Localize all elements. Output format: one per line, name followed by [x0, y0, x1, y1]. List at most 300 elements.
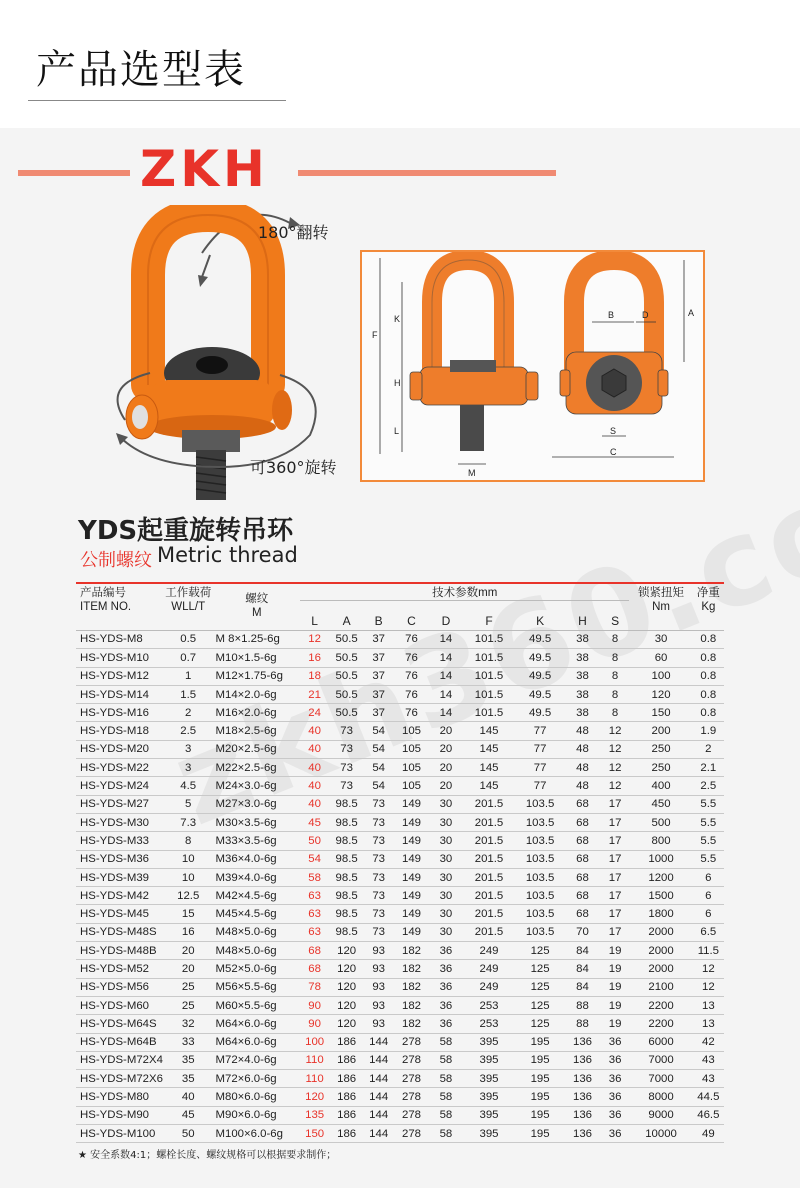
cell-wll: 3 — [163, 759, 214, 777]
cell-a: 50.5 — [329, 667, 364, 685]
cell-weight: 2 — [693, 740, 724, 758]
cell-s: 8 — [601, 667, 630, 685]
cell-h: 38 — [564, 631, 601, 649]
cell-weight: 12 — [693, 978, 724, 996]
cell-s: 12 — [601, 759, 630, 777]
cell-f: 249 — [462, 942, 516, 960]
cell-a: 73 — [329, 722, 364, 740]
subtitle-cn: 公制螺纹 — [80, 550, 152, 571]
cell-weight: 43 — [693, 1051, 724, 1069]
cell-c: 278 — [393, 1088, 430, 1106]
cell-torque: 7000 — [629, 1070, 692, 1088]
cell-c: 76 — [393, 649, 430, 667]
cell-b: 54 — [364, 777, 393, 795]
cell-d: 30 — [430, 813, 462, 831]
cell-k: 49.5 — [516, 631, 564, 649]
callout-flip: 180°翻转 — [258, 223, 329, 242]
cell-d: 14 — [430, 704, 462, 722]
cell-weight: 6.5 — [693, 923, 724, 941]
cell-item-no: HS-YDS-M36 — [76, 850, 163, 868]
cell-weight: 2.1 — [693, 759, 724, 777]
label-s: S — [610, 426, 617, 436]
cell-a: 50.5 — [329, 631, 364, 649]
table-row — [76, 1106, 724, 1124]
cell-item-no: HS-YDS-M72X4 — [76, 1051, 163, 1069]
cell-weight: 46.5 — [693, 1106, 724, 1124]
callout-rotate: 可360°旋转 — [250, 458, 337, 477]
cell-f: 201.5 — [462, 905, 516, 923]
cell-b: 73 — [364, 832, 393, 850]
cell-l: 40 — [300, 722, 329, 740]
cell-s: 17 — [601, 868, 630, 886]
cell-d: 30 — [430, 832, 462, 850]
cell-weight: 0.8 — [693, 704, 724, 722]
cell-s: 8 — [601, 649, 630, 667]
cell-weight: 42 — [693, 1033, 724, 1051]
cell-b: 144 — [364, 1033, 393, 1051]
table-row — [76, 978, 724, 996]
cell-b: 54 — [364, 759, 393, 777]
cell-l: 45 — [300, 813, 329, 831]
cell-b: 93 — [364, 978, 393, 996]
table-row — [76, 1033, 724, 1051]
cell-weight: 0.8 — [693, 649, 724, 667]
cell-item-no: HS-YDS-M42 — [76, 887, 163, 905]
cell-d: 36 — [430, 1015, 462, 1033]
cell-b: 93 — [364, 942, 393, 960]
cell-d: 58 — [430, 1106, 462, 1124]
cell-l: 63 — [300, 905, 329, 923]
cell-weight: 6 — [693, 905, 724, 923]
front-view — [410, 260, 538, 451]
table-row — [76, 740, 724, 758]
cell-k: 103.5 — [516, 868, 564, 886]
cell-wll: 2 — [163, 704, 214, 722]
cell-weight: 44.5 — [693, 1088, 724, 1106]
cell-item-no: HS-YDS-M30 — [76, 813, 163, 831]
cell-torque: 250 — [629, 759, 692, 777]
cell-f: 145 — [462, 722, 516, 740]
cell-a: 98.5 — [329, 795, 364, 813]
cell-l: 68 — [300, 942, 329, 960]
cell-wll: 2.5 — [163, 722, 214, 740]
table-row — [76, 631, 724, 649]
cell-item-no: HS-YDS-M10 — [76, 649, 163, 667]
label-c: C — [610, 447, 617, 457]
cell-f: 201.5 — [462, 813, 516, 831]
cell-item-no: HS-YDS-M48B — [76, 942, 163, 960]
cell-f: 101.5 — [462, 685, 516, 703]
cell-weight: 12 — [693, 960, 724, 978]
header-dim-s: S — [601, 601, 630, 631]
subtitle-en: Metric thread — [157, 543, 298, 567]
cell-a: 120 — [329, 960, 364, 978]
cell-weight: 43 — [693, 1070, 724, 1088]
cell-l: 24 — [300, 704, 329, 722]
cell-a: 98.5 — [329, 850, 364, 868]
cell-wll: 40 — [163, 1088, 214, 1106]
cell-wll: 10 — [163, 868, 214, 886]
cell-item-no: HS-YDS-M80 — [76, 1088, 163, 1106]
cell-s: 8 — [601, 631, 630, 649]
cell-b: 144 — [364, 1088, 393, 1106]
cell-s: 19 — [601, 996, 630, 1014]
cell-f: 395 — [462, 1051, 516, 1069]
cell-a: 120 — [329, 942, 364, 960]
cell-torque: 450 — [629, 795, 692, 813]
cell-c: 105 — [393, 759, 430, 777]
cell-thread: M56×5.5-6g — [214, 978, 301, 996]
cell-item-no: HS-YDS-M56 — [76, 978, 163, 996]
cell-thread: M18×2.5-6g — [214, 722, 301, 740]
cell-item-no: HS-YDS-M18 — [76, 722, 163, 740]
cell-f: 101.5 — [462, 631, 516, 649]
cell-k: 195 — [516, 1088, 564, 1106]
cell-s: 36 — [601, 1033, 630, 1051]
cell-f: 201.5 — [462, 923, 516, 941]
cell-h: 136 — [564, 1106, 601, 1124]
cell-c: 105 — [393, 740, 430, 758]
cell-torque: 1200 — [629, 868, 692, 886]
cell-d: 14 — [430, 667, 462, 685]
cell-weight: 6 — [693, 887, 724, 905]
cell-c: 149 — [393, 850, 430, 868]
cell-a: 186 — [329, 1070, 364, 1088]
cell-d: 58 — [430, 1051, 462, 1069]
brand-line-right — [298, 170, 556, 176]
cell-d: 36 — [430, 996, 462, 1014]
cell-wll: 3 — [163, 740, 214, 758]
cell-b: 37 — [364, 667, 393, 685]
cell-c: 149 — [393, 868, 430, 886]
cell-a: 98.5 — [329, 832, 364, 850]
table-row — [76, 996, 724, 1014]
cell-c: 76 — [393, 667, 430, 685]
cell-a: 186 — [329, 1033, 364, 1051]
cell-thread: M72×6.0-6g — [214, 1070, 301, 1088]
cell-thread: M14×2.0-6g — [214, 685, 301, 703]
cell-s: 36 — [601, 1106, 630, 1124]
table-row — [76, 960, 724, 978]
table-row — [76, 777, 724, 795]
cell-l: 40 — [300, 777, 329, 795]
header-dim-b: B — [364, 601, 393, 631]
cell-l: 21 — [300, 685, 329, 703]
cell-l: 54 — [300, 850, 329, 868]
cell-wll: 50 — [163, 1125, 214, 1143]
cell-c: 278 — [393, 1106, 430, 1124]
header-dim-h: H — [564, 601, 601, 631]
cell-k: 125 — [516, 942, 564, 960]
cell-k: 195 — [516, 1070, 564, 1088]
cell-wll: 33 — [163, 1033, 214, 1051]
cell-thread: M64×6.0-6g — [214, 1033, 301, 1051]
cell-s: 17 — [601, 887, 630, 905]
cell-a: 120 — [329, 1015, 364, 1033]
cell-item-no: HS-YDS-M72X6 — [76, 1070, 163, 1088]
cell-b: 54 — [364, 722, 393, 740]
cell-weight: 5.5 — [693, 832, 724, 850]
table-row — [76, 887, 724, 905]
cell-b: 73 — [364, 868, 393, 886]
cell-torque: 8000 — [629, 1088, 692, 1106]
cell-c: 149 — [393, 795, 430, 813]
cell-h: 84 — [564, 960, 601, 978]
cell-f: 395 — [462, 1033, 516, 1051]
cell-s: 19 — [601, 1015, 630, 1033]
cell-l: 100 — [300, 1033, 329, 1051]
cell-k: 125 — [516, 996, 564, 1014]
cell-f: 253 — [462, 1015, 516, 1033]
cell-wll: 45 — [163, 1106, 214, 1124]
cell-h: 38 — [564, 667, 601, 685]
cell-d: 58 — [430, 1070, 462, 1088]
cell-h: 68 — [564, 832, 601, 850]
cell-h: 68 — [564, 868, 601, 886]
cell-k: 49.5 — [516, 649, 564, 667]
cell-a: 50.5 — [329, 704, 364, 722]
cell-l: 90 — [300, 1015, 329, 1033]
cell-weight: 13 — [693, 1015, 724, 1033]
cell-c: 105 — [393, 722, 430, 740]
cell-torque: 2200 — [629, 996, 692, 1014]
cell-weight: 13 — [693, 996, 724, 1014]
cell-f: 101.5 — [462, 649, 516, 667]
cell-l: 16 — [300, 649, 329, 667]
cell-f: 395 — [462, 1070, 516, 1088]
cell-s: 19 — [601, 978, 630, 996]
cell-item-no: HS-YDS-M39 — [76, 868, 163, 886]
side-pin-right — [272, 390, 292, 430]
cell-d: 30 — [430, 887, 462, 905]
cell-b: 144 — [364, 1106, 393, 1124]
cell-a: 50.5 — [329, 685, 364, 703]
title-rule — [28, 100, 286, 101]
cell-a: 73 — [329, 759, 364, 777]
product-name: YDS起重旋转吊环 — [78, 516, 294, 546]
header-dim-a: A — [329, 601, 364, 631]
cell-d: 30 — [430, 850, 462, 868]
cell-d: 14 — [430, 649, 462, 667]
cell-thread: M20×2.5-6g — [214, 740, 301, 758]
cell-item-no: HS-YDS-M22 — [76, 759, 163, 777]
table-row — [76, 1051, 724, 1069]
cell-c: 149 — [393, 887, 430, 905]
cell-thread: M16×2.0-6g — [214, 704, 301, 722]
cell-a: 186 — [329, 1051, 364, 1069]
cell-wll: 1.5 — [163, 685, 214, 703]
cell-d: 20 — [430, 777, 462, 795]
cell-c: 278 — [393, 1125, 430, 1143]
cell-l: 18 — [300, 667, 329, 685]
cell-c: 278 — [393, 1051, 430, 1069]
cell-wll: 10 — [163, 850, 214, 868]
cell-item-no: HS-YDS-M8 — [76, 631, 163, 649]
table-row — [76, 704, 724, 722]
header-wll: 工作载荷 WLL/T — [165, 587, 212, 613]
header-dim-k: K — [516, 601, 564, 631]
cell-k: 77 — [516, 722, 564, 740]
cell-l: 90 — [300, 996, 329, 1014]
cell-item-no: HS-YDS-M12 — [76, 667, 163, 685]
cell-l: 12 — [300, 631, 329, 649]
cell-wll: 5 — [163, 795, 214, 813]
cell-item-no: HS-YDS-M14 — [76, 685, 163, 703]
cell-item-no: HS-YDS-M48S — [76, 923, 163, 941]
cell-b: 93 — [364, 960, 393, 978]
cell-c: 278 — [393, 1070, 430, 1088]
cell-a: 50.5 — [329, 649, 364, 667]
cell-l: 120 — [300, 1088, 329, 1106]
label-d: D — [642, 310, 649, 320]
table-row — [76, 1088, 724, 1106]
cell-f: 249 — [462, 978, 516, 996]
cell-s: 36 — [601, 1070, 630, 1088]
cell-weight: 5.5 — [693, 813, 724, 831]
cell-item-no: HS-YDS-M60 — [76, 996, 163, 1014]
cell-d: 30 — [430, 905, 462, 923]
cell-torque: 2000 — [629, 923, 692, 941]
cell-b: 73 — [364, 850, 393, 868]
cell-b: 37 — [364, 685, 393, 703]
cell-b: 37 — [364, 631, 393, 649]
table-row — [76, 850, 724, 868]
cell-h: 68 — [564, 887, 601, 905]
cell-l: 40 — [300, 795, 329, 813]
cell-d: 30 — [430, 923, 462, 941]
table-row — [76, 649, 724, 667]
cell-item-no: HS-YDS-M45 — [76, 905, 163, 923]
cell-thread: M39×4.0-6g — [214, 868, 301, 886]
cell-f: 101.5 — [462, 704, 516, 722]
cell-item-no: HS-YDS-M33 — [76, 832, 163, 850]
cell-a: 186 — [329, 1106, 364, 1124]
cell-wll: 35 — [163, 1070, 214, 1088]
cell-h: 136 — [564, 1051, 601, 1069]
cell-b: 73 — [364, 923, 393, 941]
cell-l: 135 — [300, 1106, 329, 1124]
cell-torque: 2200 — [629, 1015, 692, 1033]
cell-f: 201.5 — [462, 832, 516, 850]
cell-h: 48 — [564, 722, 601, 740]
table-row — [76, 1015, 724, 1033]
cell-d: 58 — [430, 1088, 462, 1106]
cell-item-no: HS-YDS-M27 — [76, 795, 163, 813]
cell-a: 98.5 — [329, 923, 364, 941]
cell-h: 68 — [564, 905, 601, 923]
cell-k: 195 — [516, 1051, 564, 1069]
cell-d: 58 — [430, 1033, 462, 1051]
cell-d: 20 — [430, 759, 462, 777]
cell-c: 149 — [393, 923, 430, 941]
cell-k: 103.5 — [516, 795, 564, 813]
cell-k: 49.5 — [516, 667, 564, 685]
cell-s: 36 — [601, 1051, 630, 1069]
cell-c: 278 — [393, 1033, 430, 1051]
cell-weight: 0.8 — [693, 667, 724, 685]
cell-k: 125 — [516, 1015, 564, 1033]
cell-c: 76 — [393, 685, 430, 703]
cell-c: 182 — [393, 942, 430, 960]
cell-f: 201.5 — [462, 887, 516, 905]
cell-k: 195 — [516, 1125, 564, 1143]
cell-wll: 32 — [163, 1015, 214, 1033]
cell-thread: M33×3.5-6g — [214, 832, 301, 850]
cell-wll: 12.5 — [163, 887, 214, 905]
cell-b: 73 — [364, 813, 393, 831]
cell-k: 103.5 — [516, 813, 564, 831]
cell-f: 395 — [462, 1088, 516, 1106]
cell-l: 63 — [300, 887, 329, 905]
cell-d: 58 — [430, 1125, 462, 1143]
cell-h: 136 — [564, 1088, 601, 1106]
cell-h: 38 — [564, 685, 601, 703]
cell-s: 8 — [601, 704, 630, 722]
page-title: 产品选型表 — [36, 47, 246, 93]
cell-torque: 1800 — [629, 905, 692, 923]
cell-a: 186 — [329, 1125, 364, 1143]
header-tech: 技术参数mm — [432, 587, 498, 599]
cell-k: 103.5 — [516, 850, 564, 868]
cell-torque: 2000 — [629, 942, 692, 960]
cell-item-no: HS-YDS-M52 — [76, 960, 163, 978]
cell-c: 149 — [393, 832, 430, 850]
cell-a: 186 — [329, 1088, 364, 1106]
cell-l: 78 — [300, 978, 329, 996]
cell-thread: M24×3.0-6g — [214, 777, 301, 795]
cell-h: 84 — [564, 978, 601, 996]
label-a: A — [688, 308, 695, 318]
cell-torque: 9000 — [629, 1106, 692, 1124]
table-row — [76, 759, 724, 777]
cell-weight: 11.5 — [693, 942, 724, 960]
cell-torque: 30 — [629, 631, 692, 649]
cell-b: 144 — [364, 1051, 393, 1069]
cell-torque: 1500 — [629, 887, 692, 905]
cell-k: 77 — [516, 777, 564, 795]
cell-f: 201.5 — [462, 795, 516, 813]
cell-thread: M48×5.0-6g — [214, 942, 301, 960]
cell-s: 19 — [601, 942, 630, 960]
cell-f: 253 — [462, 996, 516, 1014]
cell-thread: M64×6.0-6g — [214, 1015, 301, 1033]
cell-b: 73 — [364, 887, 393, 905]
cell-weight: 6 — [693, 868, 724, 886]
cell-f: 395 — [462, 1106, 516, 1124]
cell-wll: 20 — [163, 942, 214, 960]
technical-drawing — [360, 250, 705, 482]
cell-thread: M52×5.0-6g — [214, 960, 301, 978]
cell-a: 98.5 — [329, 905, 364, 923]
cell-h: 68 — [564, 795, 601, 813]
cell-b: 73 — [364, 795, 393, 813]
cell-k: 195 — [516, 1033, 564, 1051]
cell-b: 73 — [364, 905, 393, 923]
cell-d: 14 — [430, 685, 462, 703]
header-dim-f: F — [462, 601, 516, 631]
cell-s: 12 — [601, 777, 630, 795]
cell-s: 36 — [601, 1125, 630, 1143]
cell-wll: 0.5 — [163, 631, 214, 649]
cell-s: 12 — [601, 722, 630, 740]
cell-a: 120 — [329, 978, 364, 996]
cell-wll: 8 — [163, 832, 214, 850]
cell-item-no: HS-YDS-M20 — [76, 740, 163, 758]
cell-h: 136 — [564, 1125, 601, 1143]
cell-thread: M90×6.0-6g — [214, 1106, 301, 1124]
cell-torque: 10000 — [629, 1125, 692, 1143]
cell-item-no: HS-YDS-M90 — [76, 1106, 163, 1124]
